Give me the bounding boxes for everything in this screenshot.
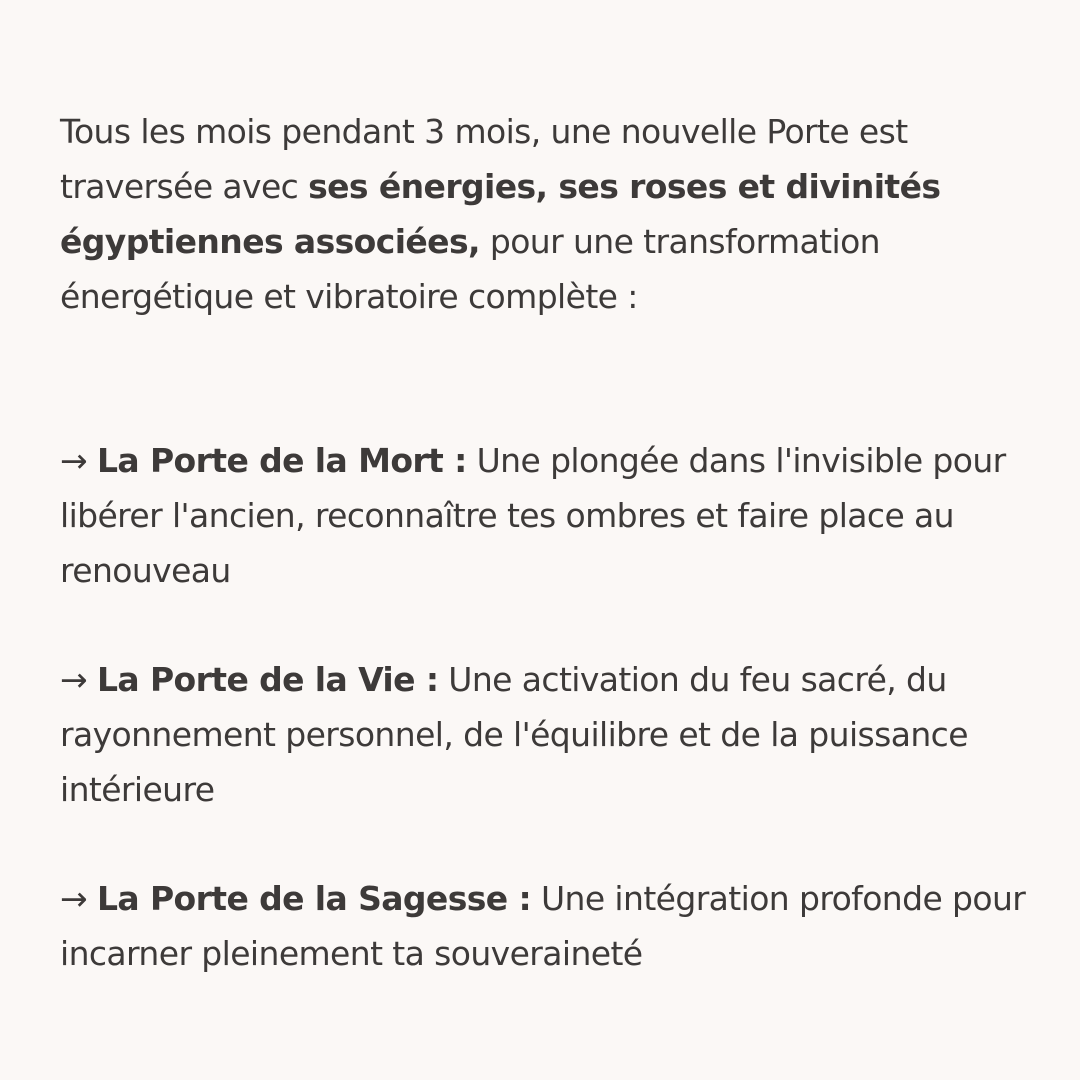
door-item-sagesse: [60, 871, 1050, 981]
arrow-icon: →: [60, 441, 97, 480]
door-description: Une activation du feu sacré, du rayonnement personnel, de l'équilibre et de la puissance intérieure: [60, 660, 968, 809]
intro-text-before: Tous les mois pendant 3 mois, une nouvelle Porte est traversée avec: [60, 112, 908, 206]
door-title: La Porte de la Mort :: [96, 441, 467, 480]
door-description: Une plongée dans l'invisible pour libérer l'ancien, reconnaître tes ombres et faire place au renouveau: [60, 441, 1006, 590]
door-item-vie: [60, 652, 1050, 817]
arrow-icon: →: [60, 660, 97, 699]
intro-paragraph: [60, 104, 1050, 324]
door-description: Une intégration profonde pour incarner pleinement ta souveraineté: [60, 879, 1026, 973]
door-title: La Porte de la Vie :: [96, 660, 439, 699]
door-title: La Porte de la Sagesse :: [96, 879, 532, 918]
intro-text-after: pour une transformation énergétique et vibratoire complète :: [60, 222, 880, 316]
door-item-mort: [60, 433, 1050, 598]
arrow-icon: →: [60, 879, 97, 918]
intro-bold-text: ses énergies, ses roses et divinités égyptiennes associées,: [60, 167, 941, 261]
text-content: [60, 104, 1050, 981]
